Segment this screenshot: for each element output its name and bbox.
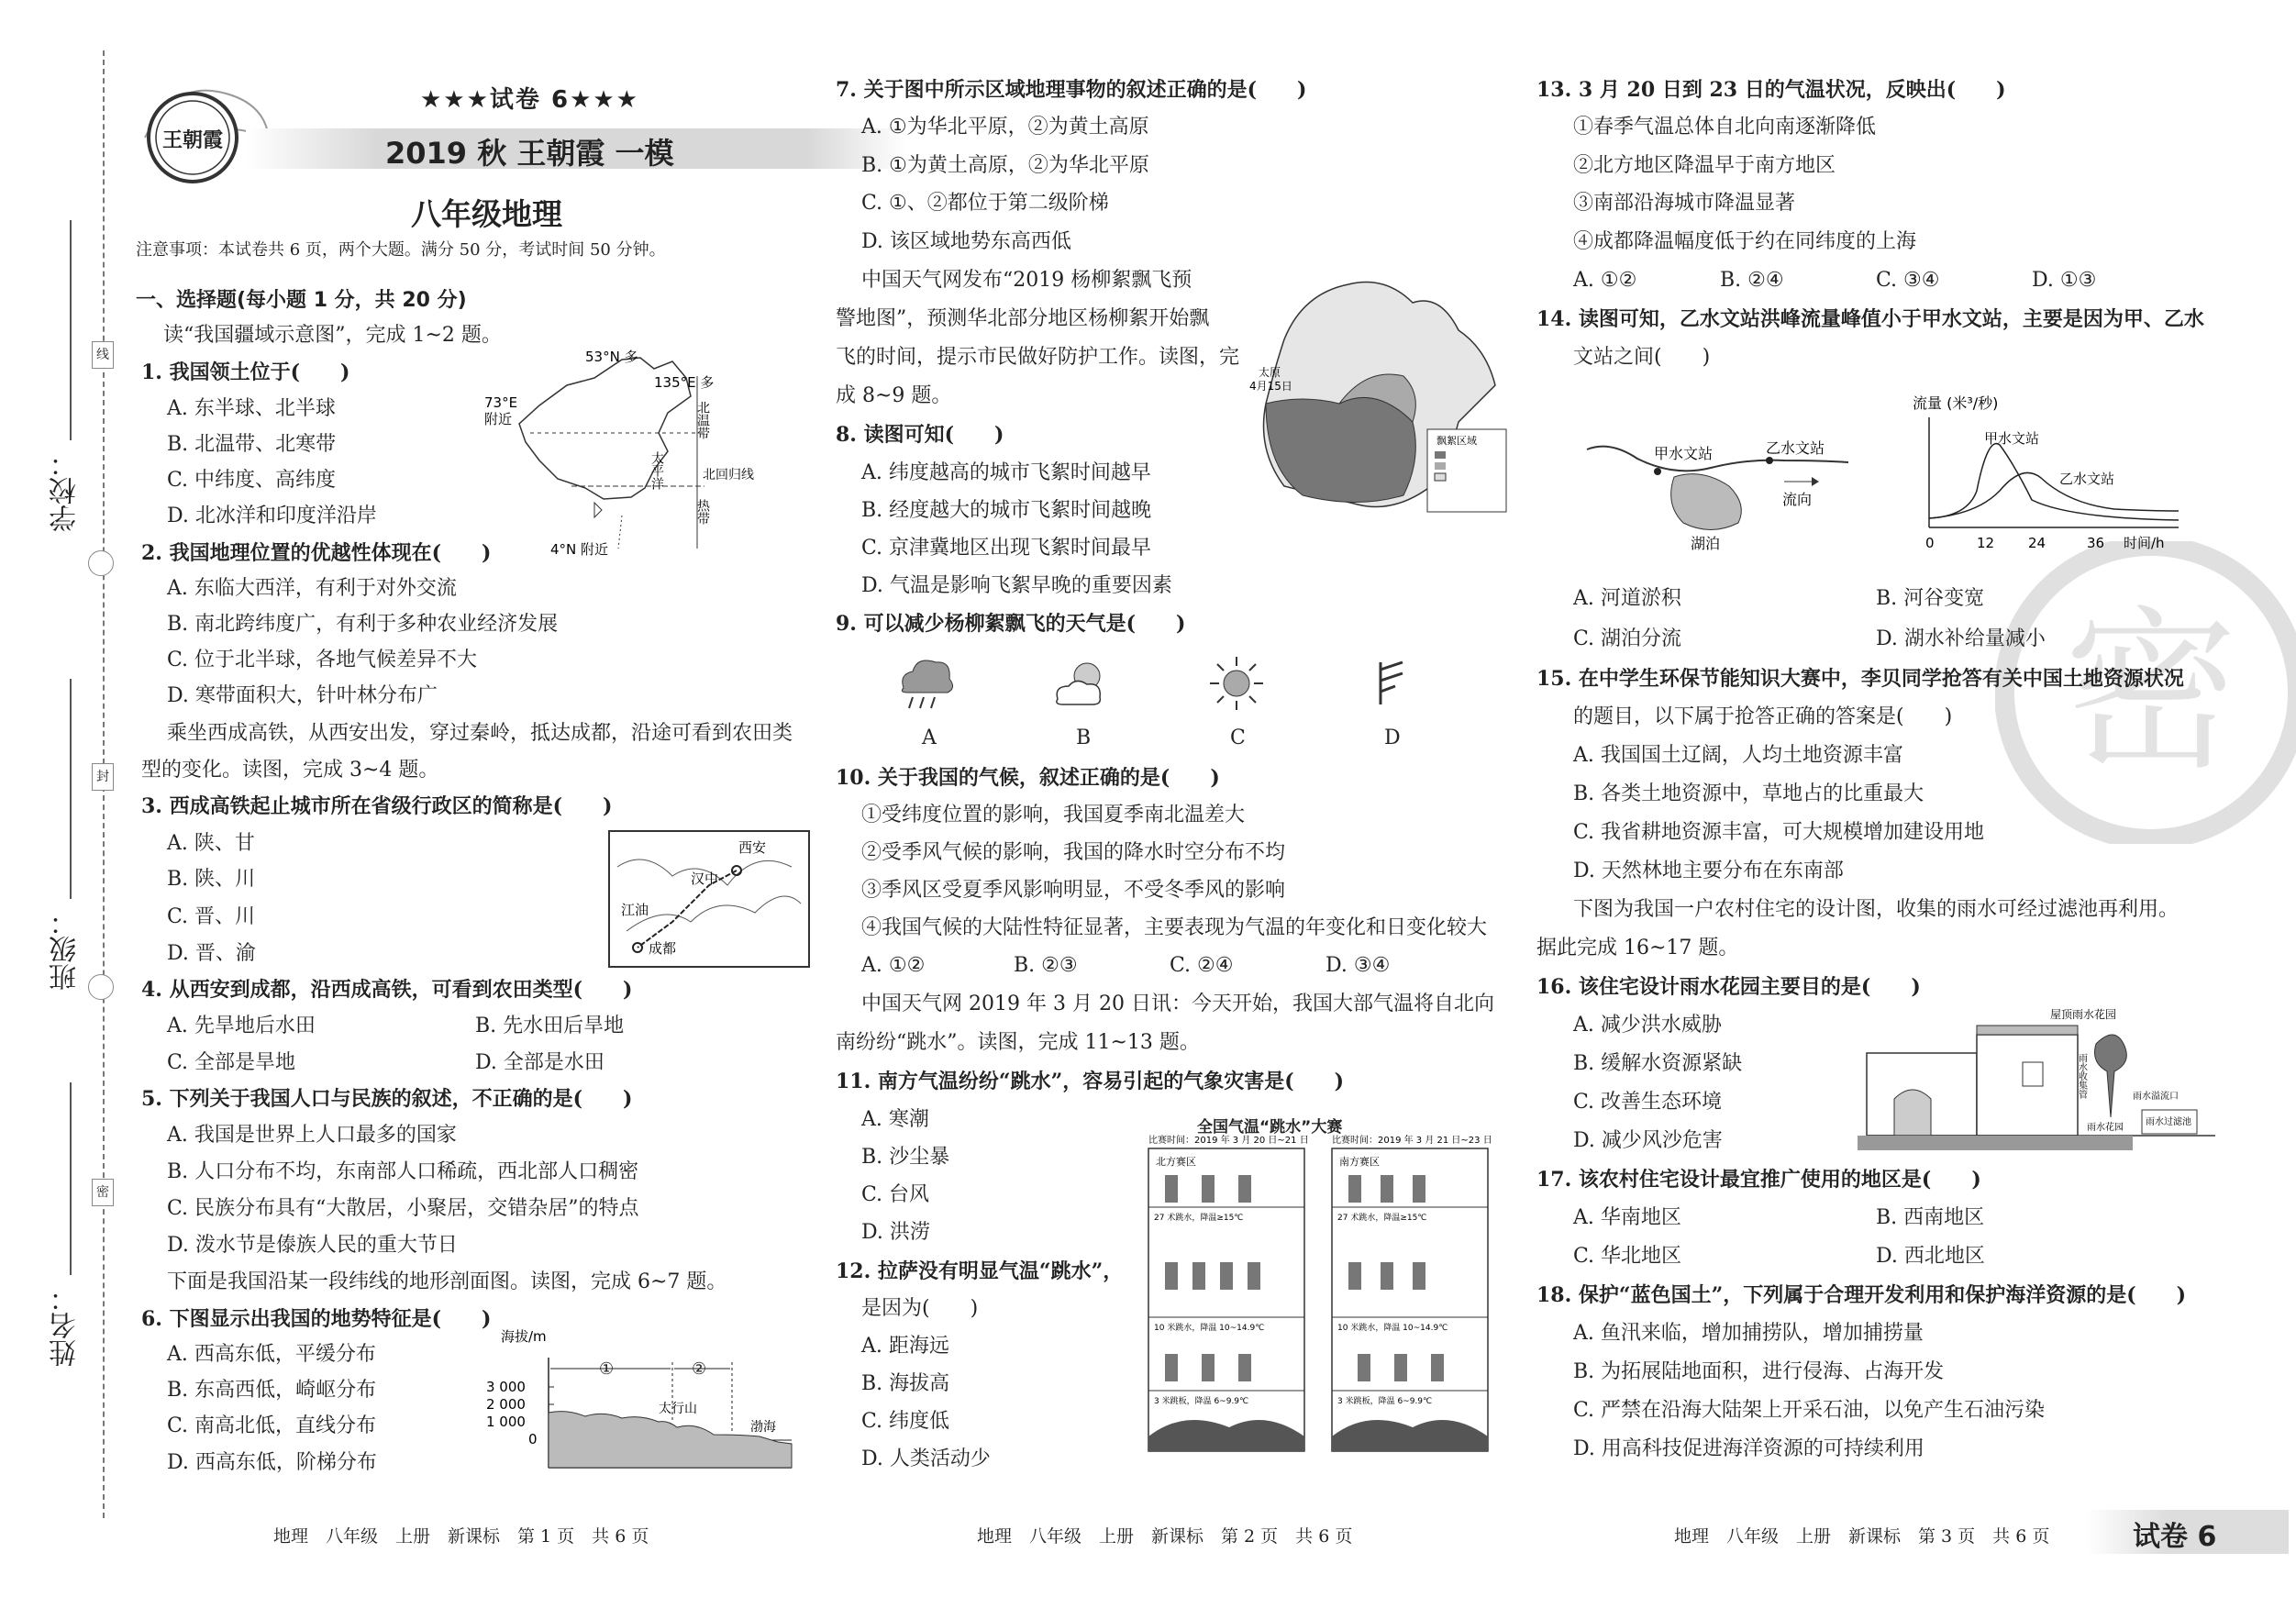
label-xian: 西安 — [738, 839, 767, 856]
svg-text:3 000: 3 000 — [486, 1379, 526, 1395]
q2-option-b[interactable]: B. 南北跨纬度广，有利于多种农业经济发展 — [167, 613, 559, 636]
q15-option-b[interactable]: B. 各类土地资源中，草地占的比重最大 — [1573, 782, 1924, 805]
q7-stem: 7. 关于图中所示区域地理事物的叙述正确的是( ) — [836, 78, 1307, 102]
paper-tag-footer: 试卷 6 — [2133, 1521, 2217, 1553]
q10-statement-3: ③季风区受夏季风影响明显，不受冬季风的影响 — [861, 879, 1286, 902]
title-banner: 2019 秋 王朝霞 一模 — [385, 136, 674, 171]
q17-option-c[interactable]: C. 华北地区 — [1573, 1245, 1682, 1268]
label-tropic: 北回归线 — [703, 468, 754, 482]
q9-option-d[interactable]: D — [1384, 726, 1401, 749]
q13-statement-1: ①春季气温总体自北向南逐渐降低 — [1573, 116, 1877, 139]
q8-option-b[interactable]: B. 经度越大的城市飞絮时间越晚 — [861, 499, 1152, 522]
intro-16-17-line2: 据此完成 16~17 题。 — [1536, 937, 1739, 959]
q11-option-d[interactable]: D. 洪涝 — [861, 1221, 930, 1244]
q16-option-b[interactable]: B. 缓解水资源紧缺 — [1573, 1052, 1743, 1075]
dive-title: 全国气温“跳水”大赛 — [1197, 1118, 1343, 1137]
label-roof-garden: 屋顶雨水花园 — [2050, 1008, 2117, 1021]
profile-mark-2: ② — [692, 1359, 707, 1379]
label-chengdu: 成都 — [649, 940, 677, 957]
q3-stem: 3. 西成高铁起止城市所在省级行政区的简称是( ) — [141, 794, 613, 818]
q14-option-b[interactable]: B. 河谷变宽 — [1876, 587, 1985, 610]
svg-text:27 术跳水，降温≥15℃: 27 术跳水，降温≥15℃ — [1337, 1214, 1427, 1223]
map-legend-title: 飘絮区域 — [1436, 435, 1477, 447]
q13-option-a[interactable]: A. ①② — [1573, 269, 1637, 292]
label-station-yi: 乙水文站 — [1766, 439, 1825, 457]
q17-option-d[interactable]: D. 西北地区 — [1876, 1245, 1985, 1268]
q7-option-c[interactable]: C. ①、②都位于第二级阶梯 — [861, 192, 1109, 215]
q15-stem-line2: 的题目，以下属于抢答正确的答案是( ) — [1573, 705, 1953, 728]
class-field[interactable] — [70, 679, 72, 899]
label-pacific: 太平洋 — [649, 451, 664, 490]
page-3 — [1536, 0, 2296, 1597]
q11-option-c[interactable]: C. 台风 — [861, 1183, 930, 1206]
xicheng-railway-map — [608, 830, 810, 968]
q10-stem: 10. 关于我国的气候，叙述正确的是( ) — [836, 766, 1220, 790]
q10-statement-4: ④我国气候的大陆性特征显著，主要表现为气温的年变化和日变化较大 — [861, 916, 1488, 939]
page-1 — [136, 0, 805, 1597]
q18-option-a[interactable]: A. 鱼汛来临，增加捕捞队，增加捕捞量 — [1573, 1322, 1924, 1345]
q15-stem-line1: 15. 在中学生环保节能知识大赛中，李贝同学抢答有关中国土地资源状况 — [1536, 667, 2184, 691]
q16-option-a[interactable]: A. 减少洪水威胁 — [1573, 1014, 1722, 1037]
q4-option-d[interactable]: D. 全部是水田 — [475, 1051, 605, 1074]
q5-option-a[interactable]: A. 我国是世界上人口最多的国家 — [167, 1124, 457, 1147]
q10-option-b[interactable]: B. ②③ — [1014, 954, 1078, 977]
hydrograph-series-jia — [1929, 444, 2179, 520]
svg-text:北方赛区: 北方赛区 — [1156, 1156, 1196, 1168]
intro-8-9-line3: 飞的时间，提示市民做好防护工作。读图，完 — [836, 346, 1240, 369]
q6-option-c[interactable]: C. 南高北低，直线分布 — [167, 1414, 377, 1437]
sunny-icon[interactable] — [1206, 653, 1267, 714]
q1-option-a[interactable]: A. 东半球、北半球 — [167, 397, 336, 420]
catkin-forecast-map — [1248, 266, 1514, 523]
q17-option-a[interactable]: A. 华南地区 — [1573, 1206, 1681, 1229]
x-tick-36: 36 — [2087, 535, 2105, 551]
svg-text:3 米跳板，降温 6~9.9℃: 3 米跳板，降温 6~9.9℃ — [1154, 1397, 1249, 1406]
label-lon135: 135°E 多 — [654, 374, 715, 391]
q6-option-a[interactable]: A. 西高东低，平缓分布 — [167, 1343, 376, 1366]
q18-option-c[interactable]: C. 严禁在沿海大陆架上开采石油，以免产生石油污染 — [1573, 1399, 2046, 1422]
intro-11-13-line1: 中国天气网 2019 年 3 月 20 日讯：今天开始，我国大部气温将自北向 — [861, 993, 1494, 1015]
q4-stem: 4. 从西安到成都，沿西成高铁，可看到农田类型( ) — [141, 978, 633, 1002]
name-field[interactable] — [70, 1082, 72, 1275]
svg-text:10 米跳水，降温 10~14.9℃: 10 米跳水，降温 10~14.9℃ — [1337, 1324, 1448, 1333]
wind-barb-icon[interactable] — [1362, 653, 1417, 714]
q10-option-a[interactable]: A. ①② — [861, 954, 926, 977]
q13-statement-2: ②北方地区降温早于南方地区 — [1573, 154, 1836, 177]
binding-mark-mi: 密 — [92, 1179, 114, 1206]
q13-option-d[interactable]: D. ①③ — [2032, 269, 2097, 292]
q16-stem: 16. 该住宅设计雨水花园主要目的是( ) — [1536, 975, 1921, 999]
q13-option-b[interactable]: B. ②④ — [1720, 269, 1784, 292]
intro-8-9-line4: 成 8~9 题。 — [836, 384, 952, 407]
paper-tag: ★★★试卷 6★★★ — [420, 86, 639, 114]
q3-option-d[interactable]: D. 晋、渝 — [167, 942, 256, 965]
q3-option-b[interactable]: B. 陕、川 — [167, 868, 256, 891]
q2-stem: 2. 我国地理位置的优越性体现在( ) — [141, 541, 492, 565]
label-bohai: 渤海 — [750, 1420, 776, 1435]
q7-option-a[interactable]: A. ①为华北平原，②为黄土高原 — [861, 116, 1149, 139]
intro-8-9-line2: 警地图”，预测华北部分地区杨柳絮开始飘 — [836, 307, 1210, 330]
label-temperate: 北温带 — [695, 401, 710, 439]
x-axis-label: 时间/h — [2124, 535, 2165, 551]
rain-garden-house-diagram — [1858, 1007, 2224, 1154]
intro-1-2: 读“我国疆域示意图”，完成 1~2 题。 — [163, 324, 502, 347]
label-lon73: 73°E — [484, 394, 518, 411]
binding-hole-1 — [88, 550, 114, 576]
q12-stem-line1: 12. 拉萨没有明显气温“跳水”， — [836, 1259, 1124, 1283]
svg-text:比赛时间：2019 年 3 月 20 日~21 日: 比赛时间：2019 年 3 月 20 日~21 日 — [1148, 1136, 1309, 1146]
label-pipe: 雨水收集管 — [2076, 1053, 2087, 1099]
label-outlet: 雨水溢流口 — [2133, 1092, 2179, 1102]
svg-text:10 米跳水，降温 10~14.9℃: 10 米跳水，降温 10~14.9℃ — [1154, 1324, 1265, 1333]
q8-option-d[interactable]: D. 气温是影响飞絮早晚的重要因素 — [861, 574, 1172, 597]
school-field[interactable] — [70, 220, 72, 440]
terrain-profile-chart — [484, 1321, 796, 1477]
q1-option-d[interactable]: D. 北冰洋和印度洋沿岸 — [167, 505, 377, 527]
q12-option-a[interactable]: A. 距海远 — [861, 1335, 949, 1358]
intro-3-4-line1: 乘坐西成高铁，从西安出发，穿过秦岭，抵达成都，沿途可看到农田类 — [167, 722, 793, 745]
q18-option-b[interactable]: B. 为拓展陆地面积，进行侵海、占海开发 — [1573, 1360, 1945, 1383]
river-lake-diagram — [1582, 431, 1858, 560]
page1-footer: 地理 八年级 上册 新课标 第 1 页 共 6 页 — [273, 1526, 649, 1547]
profile-mark-1: ① — [599, 1359, 615, 1379]
china-territory-map — [484, 341, 787, 561]
svg-text:2 000: 2 000 — [486, 1396, 526, 1413]
hydrograph-ylabel: 流量 (米³/秒) — [1913, 394, 1999, 412]
q5-option-c[interactable]: C. 民族分布具有“大散居，小聚居，交错杂居”的特点 — [167, 1197, 639, 1220]
q4-option-a[interactable]: A. 先旱地后水田 — [167, 1015, 316, 1037]
label-rain-garden: 雨水花园 — [2087, 1123, 2124, 1133]
q2-option-a[interactable]: A. 东临大西洋，有利于对外交流 — [167, 577, 457, 600]
hydrograph-series-yi — [1929, 472, 2179, 518]
svg-text:27 术跳水，降温≥15℃: 27 术跳水，降温≥15℃ — [1154, 1214, 1244, 1223]
q18-stem: 18. 保护“蓝色国土”，下列属于合理开发利用和保护海洋资源的是( ) — [1536, 1283, 2187, 1307]
label-station-jia: 甲水文站 — [1654, 445, 1714, 462]
partly-cloudy-icon[interactable] — [1050, 653, 1115, 714]
q8-option-c[interactable]: C. 京津冀地区出现飞絮时间最早 — [861, 537, 1152, 560]
q10-statement-2: ②受季风气候的影响，我国的降水时空分布不均 — [861, 841, 1286, 864]
label-lat53: 53°N 多 — [585, 349, 638, 365]
q10-statement-1: ①受纬度位置的影响，我国夏季南北温差大 — [861, 804, 1246, 826]
label-tropical: 热带 — [695, 499, 710, 525]
binding-hole-2 — [88, 974, 114, 1000]
q9-option-c[interactable]: C — [1230, 726, 1246, 749]
section-title: 一、选择题(每小题 1 分，共 20 分) — [136, 289, 467, 312]
name-label: 姓名： — [50, 1284, 82, 1367]
q14-option-d[interactable]: D. 湖水补给量减小 — [1876, 627, 2046, 650]
x-tick-24: 24 — [2028, 535, 2046, 551]
q1-option-c[interactable]: C. 中纬度、高纬度 — [167, 469, 337, 492]
x-tick-0: 0 — [1925, 535, 1935, 551]
q13-statement-4: ④成都降温幅度低于约在同纬度的上海 — [1573, 230, 1917, 253]
q16-option-c[interactable]: C. 改善生态环境 — [1573, 1091, 1723, 1114]
q3-option-c[interactable]: C. 晋、川 — [167, 905, 256, 928]
q6-option-d[interactable]: D. 西高东低，阶梯分布 — [167, 1451, 377, 1474]
q5-stem: 5. 下列关于我国人口与民族的叙述，不正确的是( ) — [141, 1087, 633, 1111]
label-april15: 4月15日 — [1249, 380, 1292, 393]
q3-option-a[interactable]: A. 陕、甘 — [167, 832, 255, 855]
q10-option-d[interactable]: D. ③④ — [1325, 954, 1391, 977]
q9-option-b[interactable]: B — [1076, 726, 1092, 749]
label-hanzhong: 汉中 — [691, 871, 719, 887]
svg-text:3 米跳板，降温 6~9.9℃: 3 米跳板，降温 6~9.9℃ — [1337, 1397, 1433, 1406]
q15-option-a[interactable]: A. 我国国土辽阔，人均土地资源丰富 — [1573, 744, 1903, 767]
q7-option-b[interactable]: B. ①为黄土高原，②为华北平原 — [861, 154, 1149, 177]
q8-option-a[interactable]: A. 纬度越高的城市飞絮时间越早 — [861, 461, 1151, 484]
q6-stem: 6. 下图显示出我国的地势特征是( ) — [141, 1307, 492, 1331]
q14-option-a[interactable]: A. 河道淤积 — [1573, 587, 1681, 610]
label-taihang: 太行山 — [659, 1402, 697, 1416]
stamp-text: 密 — [2063, 591, 2239, 793]
page3-footer: 地理 八年级 上册 新课标 第 3 页 共 6 页 — [1674, 1526, 2050, 1547]
q2-option-d[interactable]: D. 寒带面积大，针叶林分布广 — [167, 684, 438, 707]
label-lat4: 4°N 附近 — [550, 541, 609, 558]
page-2 — [830, 0, 1536, 1597]
school-label: 学校： — [50, 449, 82, 532]
q15-option-d[interactable]: D. 天然林地主要分布在东南部 — [1573, 859, 1844, 882]
q10-option-c[interactable]: C. ②④ — [1170, 954, 1234, 977]
q13-stem: 13. 3 月 20 日到 23 日的气温状况，反映出( ) — [1536, 78, 2006, 102]
intro-8-9-line1: 中国天气网发布“2019 杨柳絮飘飞预 — [861, 269, 1192, 292]
q14-stem-line1: 14. 读图可知，乙水文站洪峰流量峰值小于甲水文站，主要是因为甲、乙水 — [1536, 307, 2204, 331]
q11-option-a[interactable]: A. 寒潮 — [861, 1108, 929, 1131]
rain-cloud-icon[interactable] — [894, 651, 959, 715]
q11-option-b[interactable]: B. 沙尘暴 — [861, 1146, 950, 1169]
svg-text:南方赛区: 南方赛区 — [1339, 1156, 1380, 1168]
temperature-dive-chart — [1147, 1134, 1514, 1464]
q5-option-d[interactable]: D. 泼水节是傣族人民的重大节日 — [167, 1234, 458, 1257]
svg-text:1 000: 1 000 — [486, 1414, 526, 1430]
q12-option-d[interactable]: D. 人类活动少 — [861, 1447, 991, 1470]
q5-option-b[interactable]: B. 人口分布不均，东南部人口稀疏，西北部人口稠密 — [167, 1160, 639, 1183]
intro-16-17-line1: 下图为我国一户农村住宅的设计图，收集的雨水可经过滤池再利用。 — [1573, 898, 2180, 921]
q9-stem: 9. 可以减少杨柳絮飘飞的天气是( ) — [836, 612, 1186, 636]
x-tick-12: 12 — [1977, 535, 1995, 551]
q17-option-b[interactable]: B. 西南地区 — [1876, 1206, 1985, 1229]
svg-text:比赛时间：2019 年 3 月 21 日~23 日: 比赛时间：2019 年 3 月 21 日~23 日 — [1332, 1136, 1492, 1146]
legend-jia: 甲水文站 — [1984, 430, 2040, 447]
label-flow: 流向 — [1782, 491, 1813, 508]
intro-3-4-line2: 型的变化。读图，完成 3~4 题。 — [141, 759, 439, 782]
q4-option-c[interactable]: C. 全部是旱地 — [167, 1051, 296, 1074]
q2-option-c[interactable]: C. 位于北半球，各地气候差异不大 — [167, 649, 478, 671]
class-label: 班级： — [50, 908, 82, 991]
q13-statement-3: ③南部沿海城市降温显著 — [1573, 192, 1796, 215]
legend-yi: 乙水文站 — [2059, 471, 2115, 487]
notice: 注意事项：本试卷共 6 页，两个大题。满分 50 分，考试时间 50 分钟。 — [136, 240, 666, 260]
q12-option-b[interactable]: B. 海拔高 — [861, 1372, 950, 1395]
subject-title: 八年级地理 — [411, 196, 562, 232]
svg-text:0: 0 — [528, 1431, 538, 1447]
q14-stem-line2: 文站之间( ) — [1573, 346, 1711, 369]
label-lon73-2: 附近 — [484, 411, 513, 427]
intro-6-7: 下面是我国沿某一段纬线的地形剖面图。读图，完成 6~7 题。 — [167, 1270, 727, 1293]
q4-option-b[interactable]: B. 先水田后旱地 — [475, 1015, 625, 1037]
intro-11-13-line2: 南纷纷“跳水”。读图，完成 11~13 题。 — [836, 1031, 1200, 1054]
q8-stem: 8. 读图可知( ) — [836, 423, 1004, 447]
q7-option-d[interactable]: D. 该区域地势东高西低 — [861, 230, 1071, 253]
q17-stem: 17. 该农村住宅设计最宜推广使用的地区是( ) — [1536, 1168, 1981, 1192]
label-lake: 湖泊 — [1691, 535, 1721, 552]
profile-ylabel: 海拔/m — [501, 1328, 547, 1345]
label-filter: 雨水过滤池 — [2146, 1117, 2191, 1127]
q12-option-c[interactable]: C. 纬度低 — [861, 1410, 950, 1433]
q12-stem-line2: 是因为( ) — [861, 1297, 979, 1320]
label-taiyuan: 太原 — [1259, 366, 1281, 379]
page2-footer: 地理 八年级 上册 新课标 第 2 页 共 6 页 — [977, 1526, 1353, 1547]
q15-option-c[interactable]: C. 我省耕地资源丰富，可大规模增加建设用地 — [1573, 821, 1985, 844]
q6-option-b[interactable]: B. 东高西低，崎岖分布 — [167, 1379, 377, 1402]
binding-mark-xian: 线 — [92, 341, 114, 369]
q11-stem: 11. 南方气温纷纷“跳水”，容易引起的气象灾害是( ) — [836, 1070, 1345, 1093]
label-jiangyou: 江油 — [621, 902, 649, 918]
q18-option-d[interactable]: D. 用高科技促进海洋资源的可持续利用 — [1573, 1437, 1924, 1460]
q13-option-c[interactable]: C. ③④ — [1876, 269, 1940, 292]
binding-mark-feng: 封 — [92, 763, 114, 791]
q1-stem: 1. 我国领土位于( ) — [141, 360, 350, 384]
q16-option-d[interactable]: D. 减少风沙危害 — [1573, 1129, 1723, 1152]
q14-option-c[interactable]: C. 湖泊分流 — [1573, 627, 1682, 650]
flood-hydrograph — [1913, 390, 2188, 555]
q9-option-a[interactable]: A — [922, 726, 937, 749]
logo-text: 王朝霞 — [161, 129, 224, 152]
q1-option-b[interactable]: B. 北温带、北寒带 — [167, 433, 337, 456]
